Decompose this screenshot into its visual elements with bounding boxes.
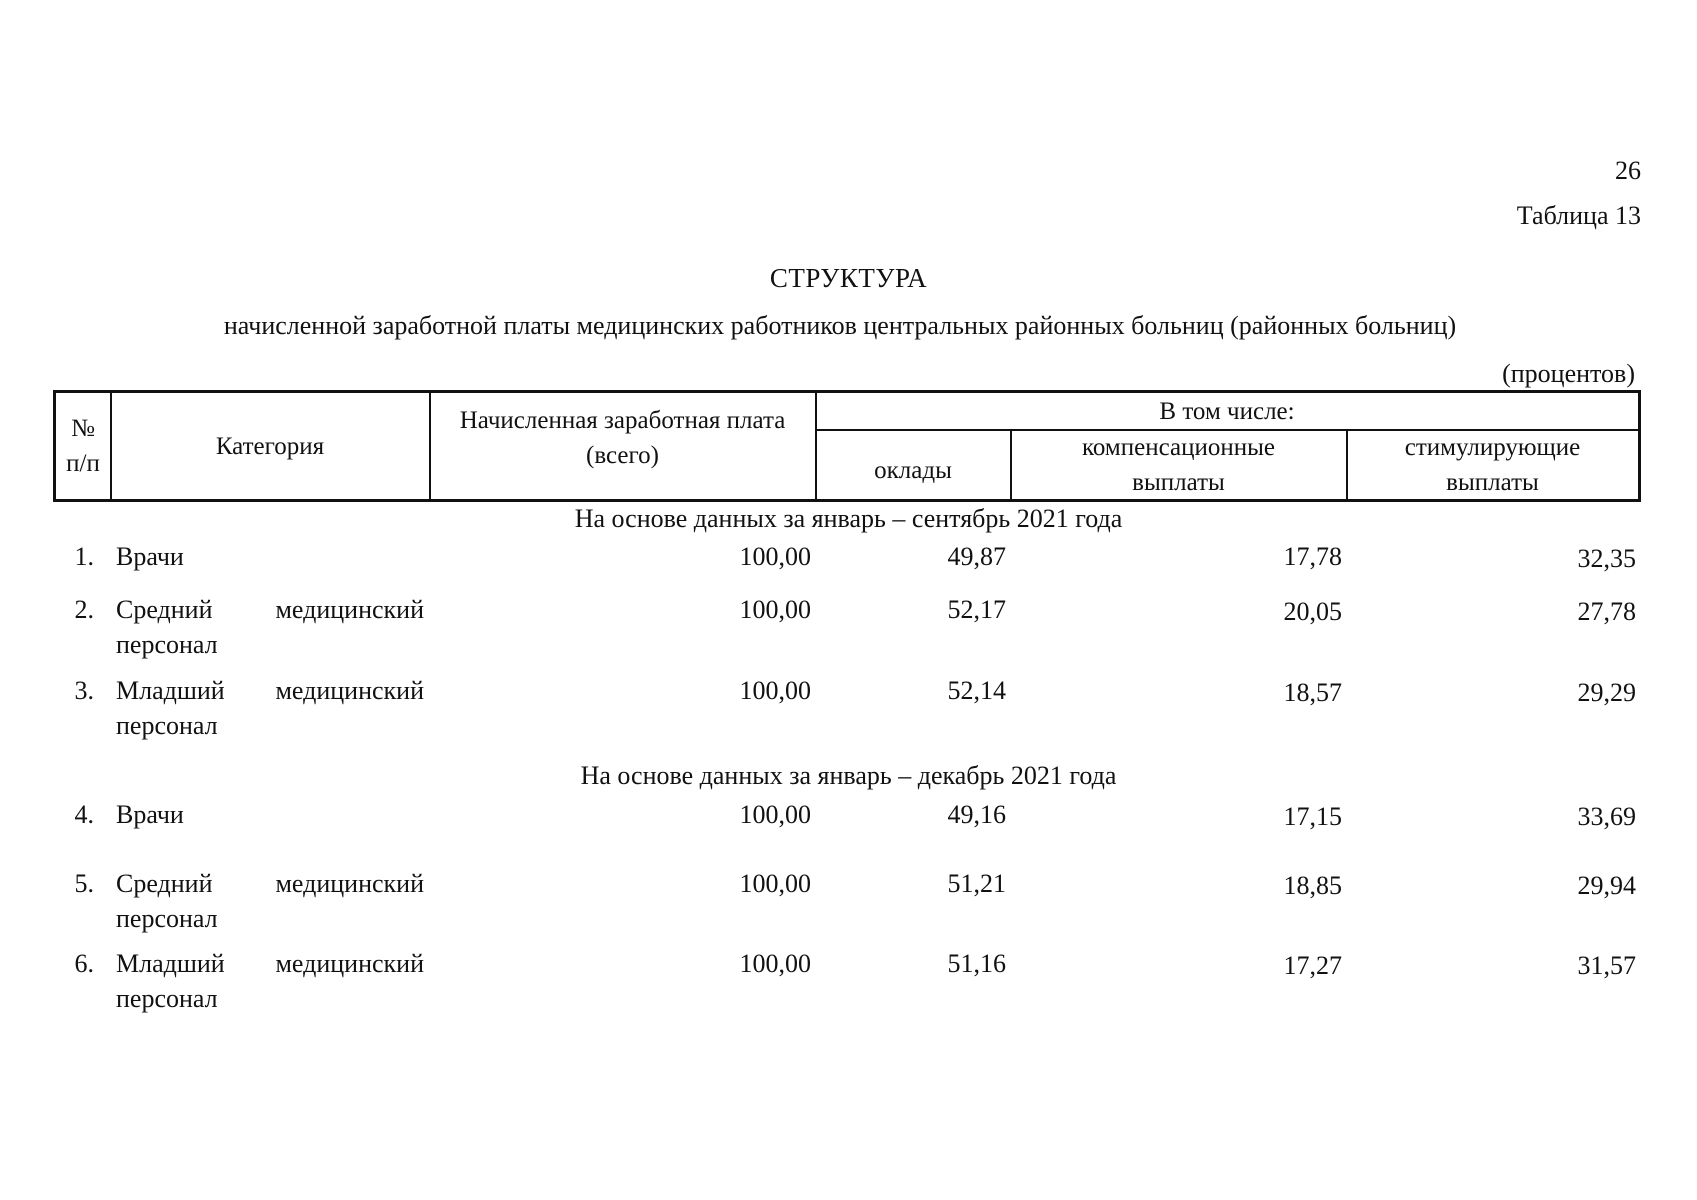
cell-stimulating: 33,69	[1577, 802, 1636, 831]
row-category-line1	[116, 866, 424, 901]
row-category-line1	[116, 673, 424, 708]
row-number: 2.	[74, 595, 94, 624]
header-stim-line2: выплаты	[1446, 469, 1539, 496]
row-number: 5.	[74, 869, 94, 898]
header-stim-line1: стимулирующие	[1404, 434, 1581, 461]
row-category	[116, 946, 424, 1016]
section-label: На основе данных за январь – сентябрь 2021 года	[574, 504, 1123, 533]
table-label: Таблица 13	[1516, 201, 1641, 230]
header-compensation	[1011, 431, 1346, 499]
cell-total: 100,00	[739, 542, 811, 571]
cell-compensation: 18,57	[1283, 678, 1342, 707]
row-category-word: Средний	[116, 595, 213, 624]
row-category	[116, 673, 424, 743]
cell-stimulating: 29,29	[1577, 678, 1636, 707]
cell-salary: 51,16	[947, 949, 1006, 978]
cell-compensation: 18,85	[1283, 871, 1342, 900]
units-label: (процентов)	[1502, 359, 1635, 388]
cell-stimulating: 29,94	[1577, 871, 1636, 900]
row-number: 6.	[74, 949, 94, 978]
row-category	[116, 797, 424, 832]
cell-stimulating: 32,35	[1577, 544, 1636, 573]
cell-salary: 52,14	[947, 676, 1006, 705]
header-total-line2: (всего)	[586, 442, 659, 469]
row-category-word: персонал	[116, 711, 218, 740]
row-number: 3.	[74, 676, 94, 705]
cell-total: 100,00	[739, 949, 811, 978]
cell-total: 100,00	[739, 800, 811, 829]
row-category-word: Младший	[116, 676, 225, 705]
cell-compensation: 17,78	[1283, 542, 1342, 571]
cell-total: 100,00	[739, 595, 811, 624]
cell-salary: 51,21	[947, 869, 1006, 898]
header-number	[56, 393, 110, 499]
row-category-word: Врачи	[116, 800, 184, 829]
header-comp-line2: выплаты	[1132, 469, 1225, 496]
header-number-line2: п/п	[66, 450, 100, 477]
table-header	[53, 390, 1641, 502]
row-category	[116, 866, 424, 936]
header-category: Категория	[215, 432, 325, 460]
cell-compensation: 20,05	[1283, 597, 1342, 626]
document-title: СТРУКТУРА	[769, 263, 928, 293]
cell-stimulating: 27,78	[1577, 597, 1636, 626]
cell-total: 100,00	[739, 676, 811, 705]
row-category-word: Врачи	[116, 542, 184, 571]
cell-compensation: 17,15	[1283, 802, 1342, 831]
row-category	[116, 592, 424, 662]
cell-salary: 49,16	[947, 800, 1006, 829]
row-category-word: медицинский	[275, 949, 424, 978]
header-comp-line1: компенсационные	[1082, 434, 1275, 461]
row-category-line1	[116, 592, 424, 627]
row-category-word: персонал	[116, 904, 218, 933]
cell-stimulating: 31,57	[1577, 951, 1636, 980]
header-stimulating	[1347, 431, 1638, 499]
row-category-word: медицинский	[275, 869, 424, 898]
header-total-salary	[430, 393, 815, 483]
section-label: На основе данных за январь – декабрь 2021 года	[580, 761, 1117, 790]
row-category-line1	[116, 946, 424, 981]
header-including: В том числе:	[1159, 397, 1295, 425]
row-category-word: Средний	[116, 869, 213, 898]
header-total-line1: Начисленная заработная плата	[459, 407, 786, 434]
row-category-word: медицинский	[275, 595, 424, 624]
row-category-word: персонал	[116, 630, 218, 659]
cell-salary: 52,17	[947, 595, 1006, 624]
row-number: 4.	[74, 800, 94, 829]
cell-salary: 49,87	[947, 542, 1006, 571]
row-category	[116, 539, 424, 574]
row-category-word: Младший	[116, 949, 225, 978]
page-number: 26	[1615, 156, 1641, 185]
row-category-word: персонал	[116, 984, 218, 1013]
header-salary: оклады	[874, 456, 952, 484]
document-subtitle: начисленной заработной платы медицинских работников центральных районных больниц (районных больниц)	[223, 311, 1457, 340]
row-number: 1.	[74, 542, 94, 571]
header-number-line1: №	[71, 415, 95, 442]
cell-total: 100,00	[739, 869, 811, 898]
cell-compensation: 17,27	[1283, 951, 1342, 980]
row-category-word: медицинский	[275, 676, 424, 705]
